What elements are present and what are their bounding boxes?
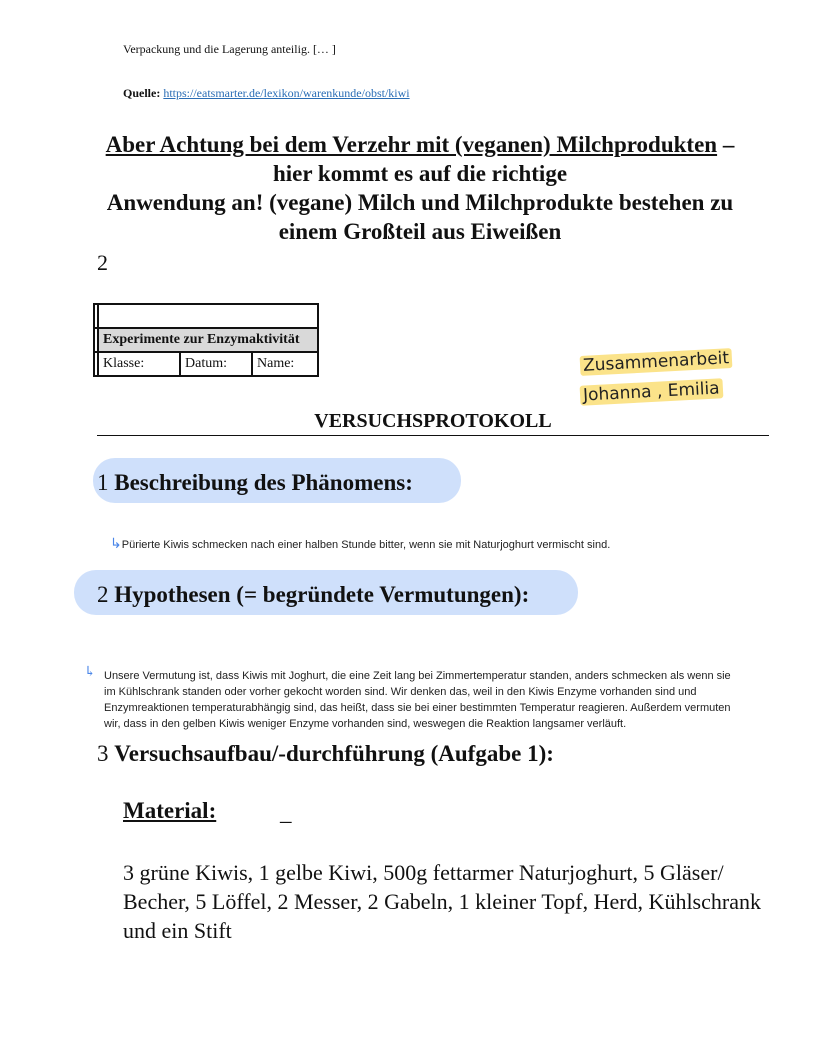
material-label: Material: — [123, 798, 217, 823]
headline-dash: – — [717, 132, 735, 157]
handwritten-names: Johanna , Emilia — [580, 378, 724, 405]
headline-line4: einem Großteil aus Eiweißen — [278, 219, 562, 244]
top-text: Verpackung und die Lagerung anteilig. [… ] — [123, 42, 336, 56]
headline-line3: Anwendung an! (vegane) Milch und Milchprodukte bestehen zu — [106, 190, 734, 215]
section2-number: 2 — [97, 582, 109, 607]
material-mark: _ — [280, 800, 292, 825]
headline-line2: hier kommt es auf die richtige — [272, 161, 568, 186]
table-title: Experimente zur Enzymaktivität — [98, 328, 318, 352]
section1-title: Beschreibung des Phänomens: — [114, 470, 413, 495]
field-klasse: Klasse: — [98, 352, 180, 376]
info-table — [93, 303, 319, 377]
source-label: Quelle: — [123, 86, 161, 100]
section1-heading — [97, 470, 413, 496]
source-link[interactable]: https://eatsmarter.de/lexikon/warenkunde/obst/kiwi — [163, 86, 410, 100]
section2-title: Hypothesen (= begründete Vermutungen): — [114, 582, 530, 607]
material-text: 3 grüne Kiwis, 1 gelbe Kiwi, 500g fettarmer Naturjoghurt, 5 Gläser/ Becher, 5 Löffel, 2 Messer, 2 Gabeln, 1 kleiner Topf, Herd, Kühlschrank und ein Stift — [123, 860, 761, 943]
field-name: Name: — [252, 352, 318, 376]
headline — [60, 130, 780, 246]
section3-heading — [97, 741, 554, 767]
section2-heading — [97, 582, 529, 608]
source-line — [123, 86, 410, 101]
protocol-title: VERSUCHSPROTOKOLL — [314, 410, 552, 432]
phenomenon-text: Pürierte Kiwis schmecken nach einer halben Stunde bitter, wenn sie mit Naturjoghurt vermischt sind. — [121, 539, 611, 551]
return-arrow-icon: ↳ — [110, 535, 122, 551]
hypothesis-text: Unsere Vermutung ist, dass Kiwis mit Joghurt, die eine Zeit lang bei Zimmertemperatur standen, anders schmecken als wenn sie im Kühlschrank standen oder vorher gekocht worden sind. Wir denken das, weil in den Kiwis Enzyme vorhanden sind und Enzymreaktionen temperaturabhängig sind, das heißt, dass sie bei einer bestimmten Temperatur reagieren. Außerdem vermuten wir, dass in den gelben Kiwis weniger Enzyme vorhanden sind, weswegen die Reaktion langsamer verläuft. — [104, 670, 731, 730]
page-number: 2 — [97, 250, 108, 275]
field-datum: Datum: — [180, 352, 252, 376]
divider — [97, 435, 769, 436]
handwritten-collab: Zusammenarbeit — [580, 348, 733, 376]
section1-number: 1 — [97, 470, 109, 495]
table-empty-row — [98, 304, 318, 328]
section3-number: 3 — [97, 741, 109, 766]
headline-underlined: Aber Achtung bei dem Verzehr mit (veganen) Milchprodukten — [105, 132, 718, 157]
phenomenon-note — [110, 535, 610, 552]
section3-title: Versuchsaufbau/-durchführung (Aufgabe 1): — [114, 741, 554, 766]
return-arrow-icon: ↳ — [84, 665, 96, 680]
